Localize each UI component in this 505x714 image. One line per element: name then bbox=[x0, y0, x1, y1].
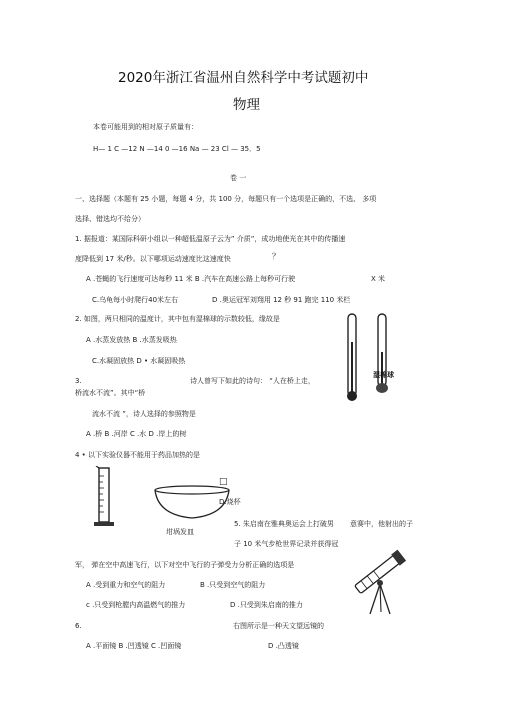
q5-stem-line2: 子 10 米气步枪世界记录并获得冠 bbox=[234, 540, 339, 548]
atomic-mass-intro: 本卷可能用到的相对原子质量有： bbox=[93, 123, 198, 131]
q4-option-d: D.烧杯 bbox=[219, 498, 241, 506]
section1-instructions-line2: 选择、错选均不给分） bbox=[75, 215, 145, 223]
q4-box-char: □ bbox=[219, 477, 228, 487]
thermometers-figure bbox=[330, 312, 410, 410]
q1-option-d: D .奥运冠军刘翔用 12 秒 91 跑完 110 米栏 bbox=[212, 296, 351, 304]
q3-stem-right: 诗人曾写下如此的诗句： “人在桥上走， bbox=[190, 377, 315, 385]
q1-stem-line2: 度降低到 17 米/秒。以下哪项运动速度比这速度快 bbox=[75, 255, 231, 263]
q6-options-abc: A .平面镜 B .凹透镜 C .凹面镜 bbox=[86, 642, 182, 650]
q5-option-c: c .只受到枪膛内高温燃气的推力 bbox=[86, 601, 186, 609]
q4-dish-label: 坩埚发皿 bbox=[166, 528, 194, 536]
atomic-mass-values: H— 1 C —12 N —14 0 —16 Na — 23 Cl — 35．5 bbox=[93, 145, 261, 153]
q3-number: 3. bbox=[75, 377, 82, 385]
page-subtitle: 物理 bbox=[233, 97, 260, 113]
q5-stem-line1b: 意赛中，他射出的子 bbox=[350, 520, 413, 528]
q5-stem-line1a: 5. 朱启南在雅典奥运会上打破男 bbox=[234, 520, 334, 528]
section1-instructions-line1: 一、选择题（本题有 25 小题，每题 4 分，共 100 分，每题只有一个选项是正确的，不选、 多项 bbox=[75, 195, 377, 203]
q6-stem-right: 右图所示是一种天文望远镜的 bbox=[233, 622, 324, 630]
q2-stem: 2. 如图，两只相同的温度计，其中包有湿棉球的示数较低，缘故是 bbox=[75, 315, 280, 323]
q5-option-a: A .受到重力和空气的阻力 bbox=[86, 581, 166, 589]
q5-stem-line3: 军， 弹在空中高速飞行，以下对空中飞行的子弹受力分析正确的选项是 bbox=[75, 561, 295, 569]
q1-stem-line1: 1. 据报道：某国际科研小组以一种超低温原子云为” 介质”，成功地使光在其中的传播速 bbox=[75, 235, 346, 243]
q6-number: 6. bbox=[75, 622, 82, 630]
graduated-cylinder-figure bbox=[92, 466, 116, 528]
section-juan: 卷 一 bbox=[230, 174, 247, 182]
q3-stem-cont: 桥流水不流”。其中“桥 bbox=[75, 389, 146, 397]
q3-stem-line2: 流水不流 ”，诗人选择的参照物是 bbox=[92, 410, 196, 418]
q3-options: A .桥 B .河岸 C .水 D .岸上的树 bbox=[86, 430, 187, 438]
q5-option-d: D .只受到朱启南的推力 bbox=[230, 601, 303, 609]
q1-option-c: C.乌龟每小时爬行40米左右 bbox=[92, 296, 179, 304]
wet-cotton-label: 湿棉球 bbox=[373, 371, 394, 379]
telescope-figure bbox=[350, 546, 416, 616]
q1-option-ab: A .苍蝇的飞行速度可达每秒 11 米 B .汽车在高速公路上每秒可行驶 bbox=[86, 275, 296, 283]
q1-stem-mark: ？ bbox=[272, 252, 280, 261]
q6-option-d: D .凸透镜 bbox=[268, 642, 299, 650]
q2-option-cd: C.水凝固放热 D • 水凝固吸热 bbox=[92, 357, 186, 365]
q5-option-b: B .只受到空气的阻力 bbox=[200, 581, 266, 589]
q4-stem: 4 • 以下实验仪器不能用于药品加热的是 bbox=[75, 451, 201, 459]
q2-option-ab: A .水蒸发放热 B .水蒸发吸热 bbox=[86, 336, 177, 344]
page-title: 2020年浙江省温州自然科学中考试题初中 bbox=[118, 70, 369, 86]
q1-option-b-tail: X 米 bbox=[371, 275, 386, 283]
